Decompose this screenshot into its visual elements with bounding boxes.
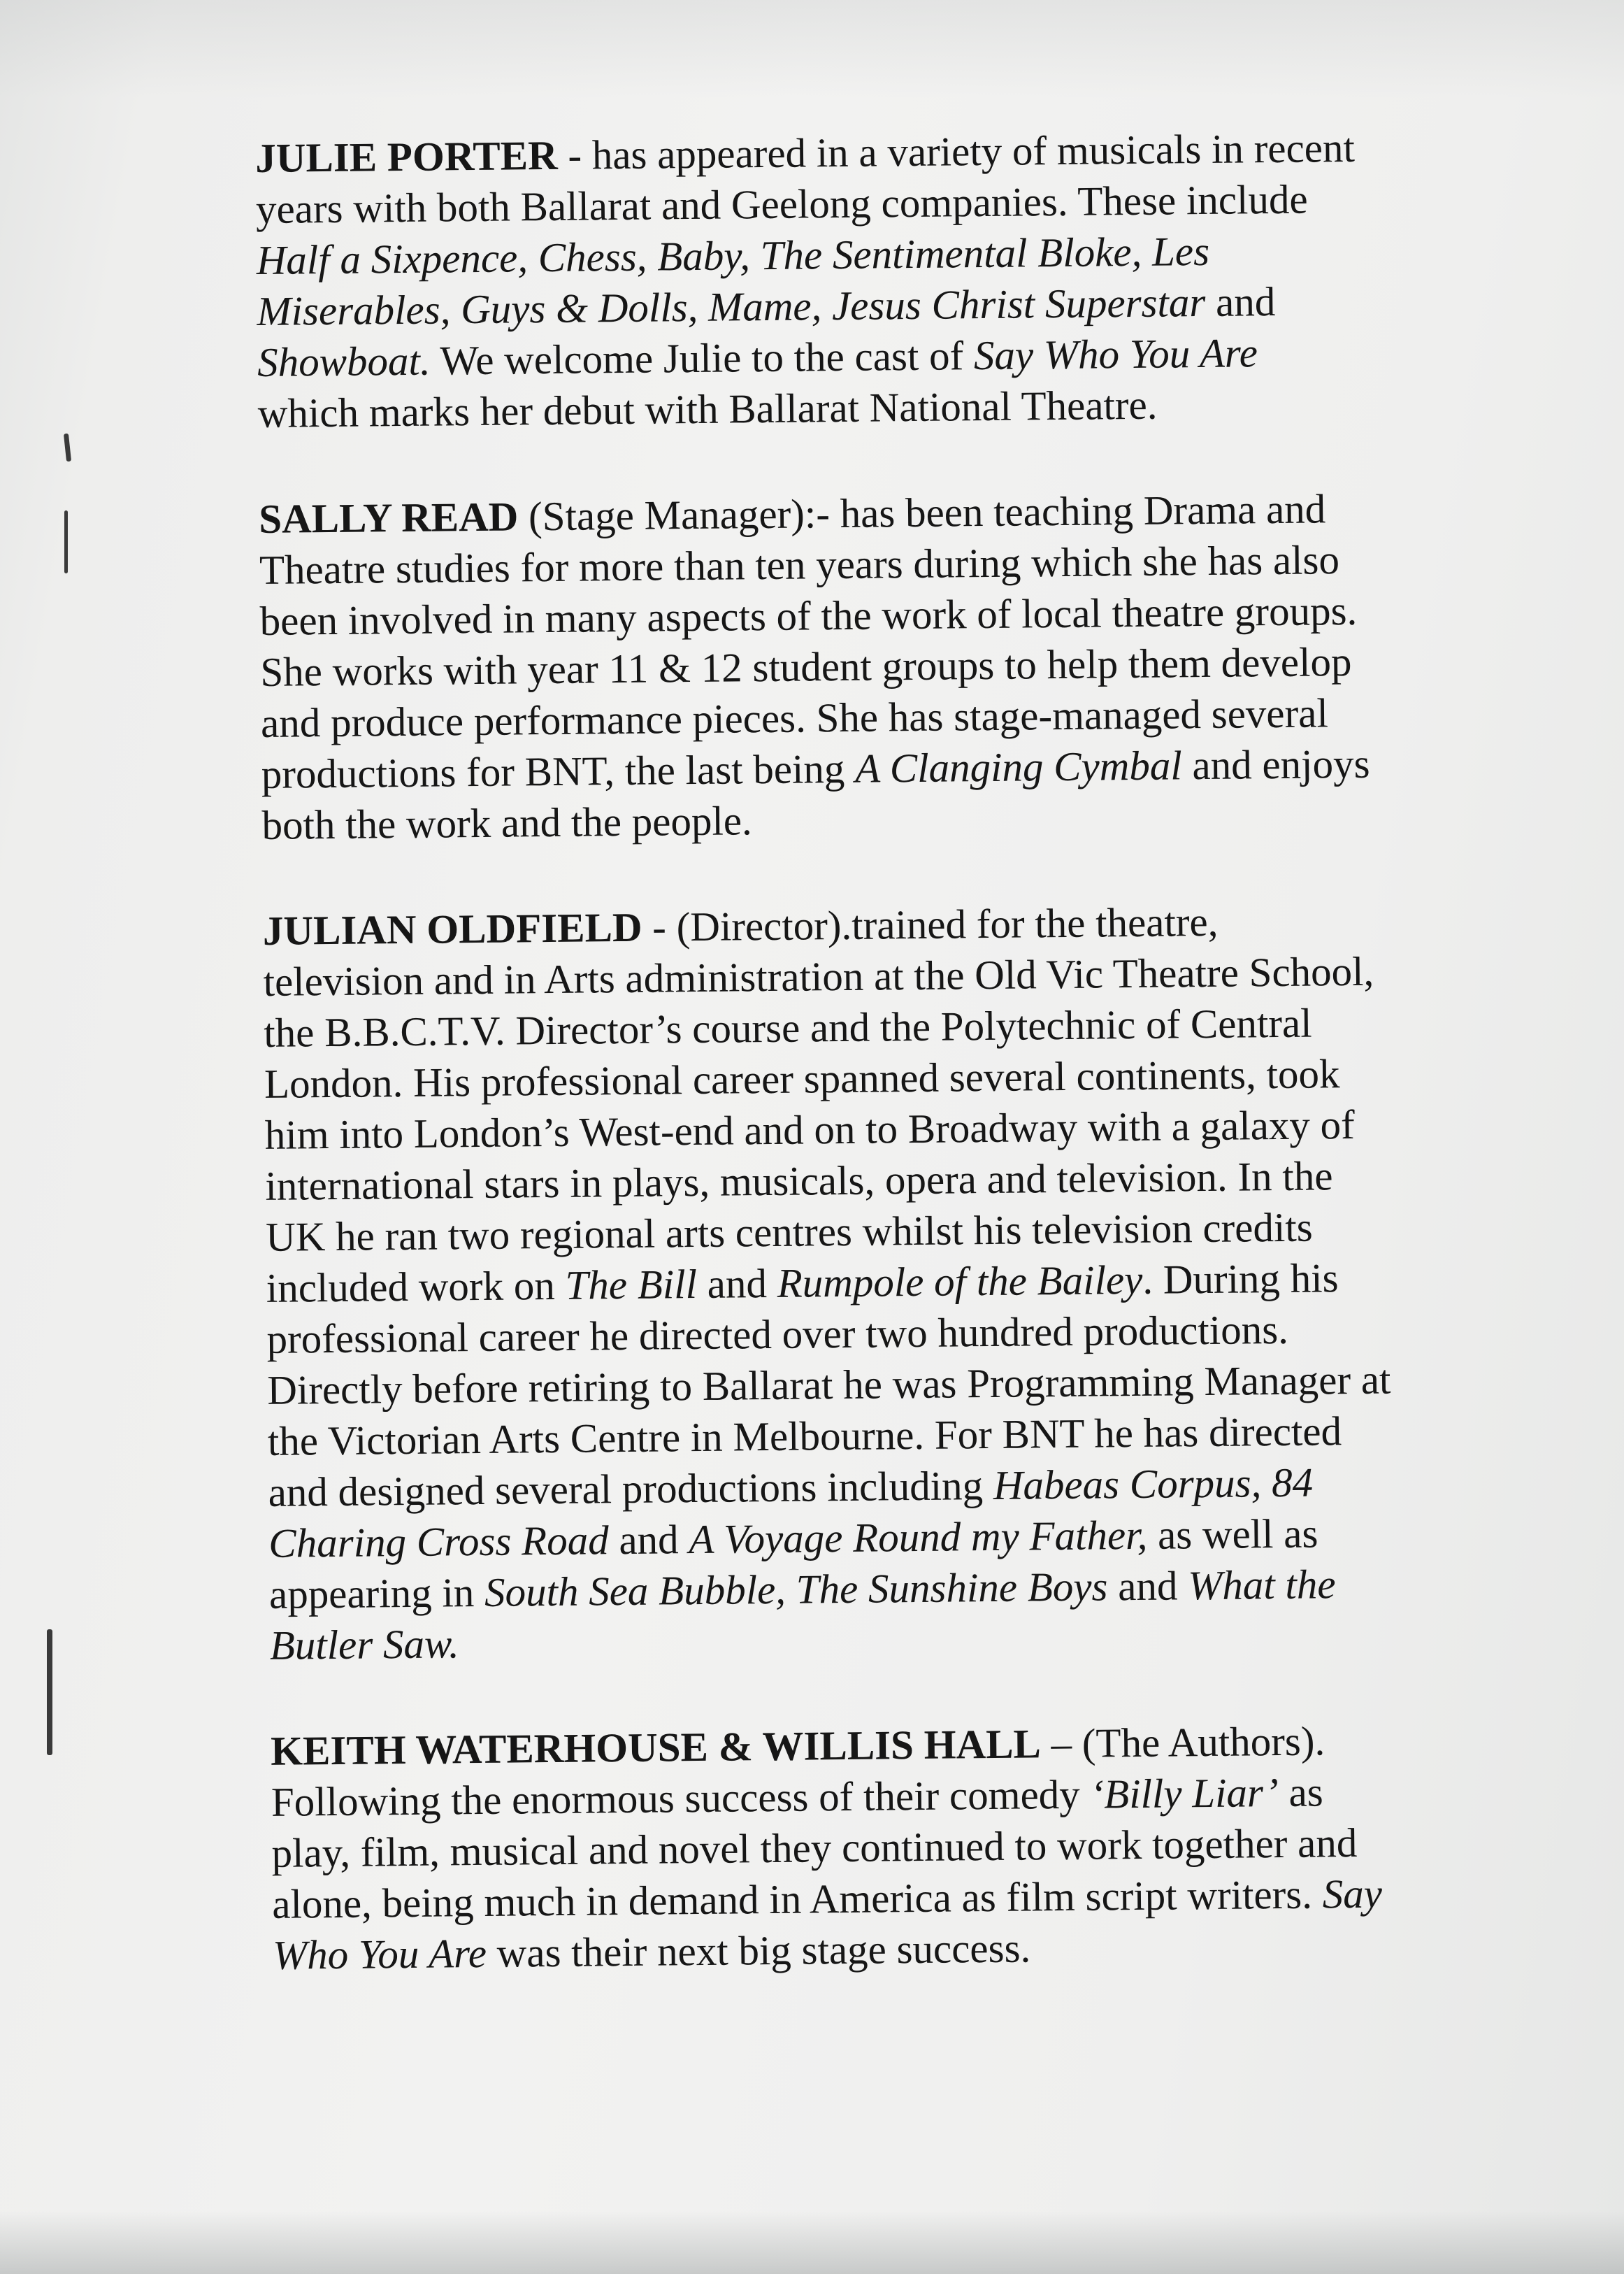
work-title: Habeas Corpus, 84 bbox=[993, 1459, 1314, 1508]
body-text: and bbox=[1107, 1562, 1188, 1610]
work-title: South Sea Bubble, The Sunshine Boys bbox=[484, 1563, 1108, 1615]
body-text: productions for BNT, the last being bbox=[261, 745, 856, 797]
body-text: the Victorian Arts Centre in Melbourne. For BNT he has directed bbox=[267, 1408, 1342, 1464]
body-text: him into London’s West-end and on to Broadway with a galaxy of bbox=[264, 1101, 1356, 1158]
cast-bios bbox=[255, 121, 1518, 2036]
body-text: She works with year 11 & 12 student groups to help them develop bbox=[260, 638, 1352, 695]
work-title: Rumpole of the Bailey bbox=[777, 1256, 1143, 1306]
body-text: Directly before retiring to Ballarat he was Programming Manager at bbox=[266, 1356, 1391, 1413]
work-title: A Voyage Round my Father, bbox=[689, 1511, 1148, 1563]
body-text: . During his bbox=[1142, 1254, 1339, 1303]
body-text: both the work and the people. bbox=[261, 797, 753, 848]
work-title: Charing Cross Road bbox=[268, 1517, 609, 1566]
body-text: appearing in bbox=[268, 1568, 485, 1617]
body-text: television and in Arts administration at the Old Vic Theatre School, bbox=[263, 948, 1374, 1005]
work-title: Showboat. bbox=[257, 337, 431, 385]
bio-paragraph bbox=[271, 1714, 1517, 1981]
body-text: professional career he directed over two hundred productions. bbox=[266, 1306, 1289, 1362]
body-text: play, film, musical and novel they continued to work together and bbox=[271, 1819, 1358, 1876]
page-bottom-shadow bbox=[0, 2211, 1624, 2274]
work-title: ‘Billy Liar’ bbox=[1090, 1769, 1279, 1817]
body-text: London. His professional career spanned several continents, took bbox=[264, 1050, 1340, 1107]
work-title: A Clanging Cymbal bbox=[854, 742, 1183, 792]
work-title: The Bill bbox=[565, 1261, 698, 1308]
body-text: UK he ran two regional arts centres whilst his television credits bbox=[265, 1203, 1313, 1260]
body-text: as well as bbox=[1147, 1510, 1318, 1558]
work-title: Butler Saw. bbox=[269, 1620, 460, 1668]
person-name: KEITH WATERHOUSE & WILLIS HALL bbox=[270, 1720, 1042, 1774]
body-text: and bbox=[696, 1259, 777, 1308]
body-text: Theatre studies for more than ten years during which she has also bbox=[259, 536, 1340, 593]
body-text: – (The Authors). bbox=[1040, 1717, 1325, 1767]
page-top-shadow bbox=[0, 0, 1624, 98]
person-name: JULIAN OLDFIELD bbox=[262, 903, 642, 954]
body-text: years with both Ballarat and Geelong companies. These include bbox=[255, 176, 1308, 232]
work-title: Say bbox=[1322, 1870, 1383, 1917]
bio-paragraph bbox=[259, 482, 1507, 851]
body-text: and bbox=[1205, 278, 1276, 325]
body-text: international stars in plays, musicals, opera and television. In the bbox=[265, 1152, 1333, 1209]
body-text: as bbox=[1278, 1768, 1323, 1816]
body-text: been involved in many aspects of the work of local theatre groups. bbox=[259, 587, 1358, 644]
binding-mark-lower bbox=[47, 1629, 52, 1755]
body-text: which marks her debut with Ballarat National Theatre. bbox=[257, 381, 1158, 436]
body-text: and enjoys bbox=[1181, 740, 1370, 789]
binding-mark-middle bbox=[64, 510, 68, 573]
work-title: Miserables, Guys & Dolls, Mame, Jesus Christ Superstar bbox=[257, 278, 1206, 334]
body-text: - has appeared in a variety of musicals in recent bbox=[557, 124, 1356, 178]
work-title: What the bbox=[1187, 1561, 1336, 1609]
body-text: was their next big stage success. bbox=[486, 1924, 1031, 1976]
bio-paragraph bbox=[263, 894, 1514, 1671]
body-text: alone, being much in demand in America as film script writers. bbox=[271, 1871, 1323, 1927]
work-title: Who You Are bbox=[272, 1929, 487, 1978]
body-text: and produce performance pieces. She has stage-managed several bbox=[260, 689, 1329, 746]
body-text: included work on bbox=[266, 1261, 566, 1311]
body-text: and designed several productions including bbox=[268, 1461, 994, 1515]
body-text: We welcome Julie to the cast of bbox=[430, 332, 975, 384]
person-name: JULIE PORTER bbox=[255, 131, 558, 181]
person-name: SALLY READ bbox=[258, 493, 519, 542]
body-text: (Stage Manager):- has been teaching Drama and bbox=[518, 485, 1326, 540]
bio-paragraph bbox=[255, 121, 1502, 439]
work-title: Half a Sixpence, Chess, Baby, The Sentimental Bloke, Les bbox=[256, 227, 1210, 283]
binding-mark-upper bbox=[64, 434, 71, 462]
body-text: and bbox=[608, 1516, 689, 1564]
work-title: Say Who You Are bbox=[973, 329, 1258, 379]
body-text: the B.B.C.T.V. Director’s course and the Polytechnic of Central bbox=[264, 999, 1312, 1056]
body-text: Following the enormous success of their comedy bbox=[271, 1771, 1091, 1825]
body-text: - (Director).trained for the theatre, bbox=[642, 898, 1219, 950]
